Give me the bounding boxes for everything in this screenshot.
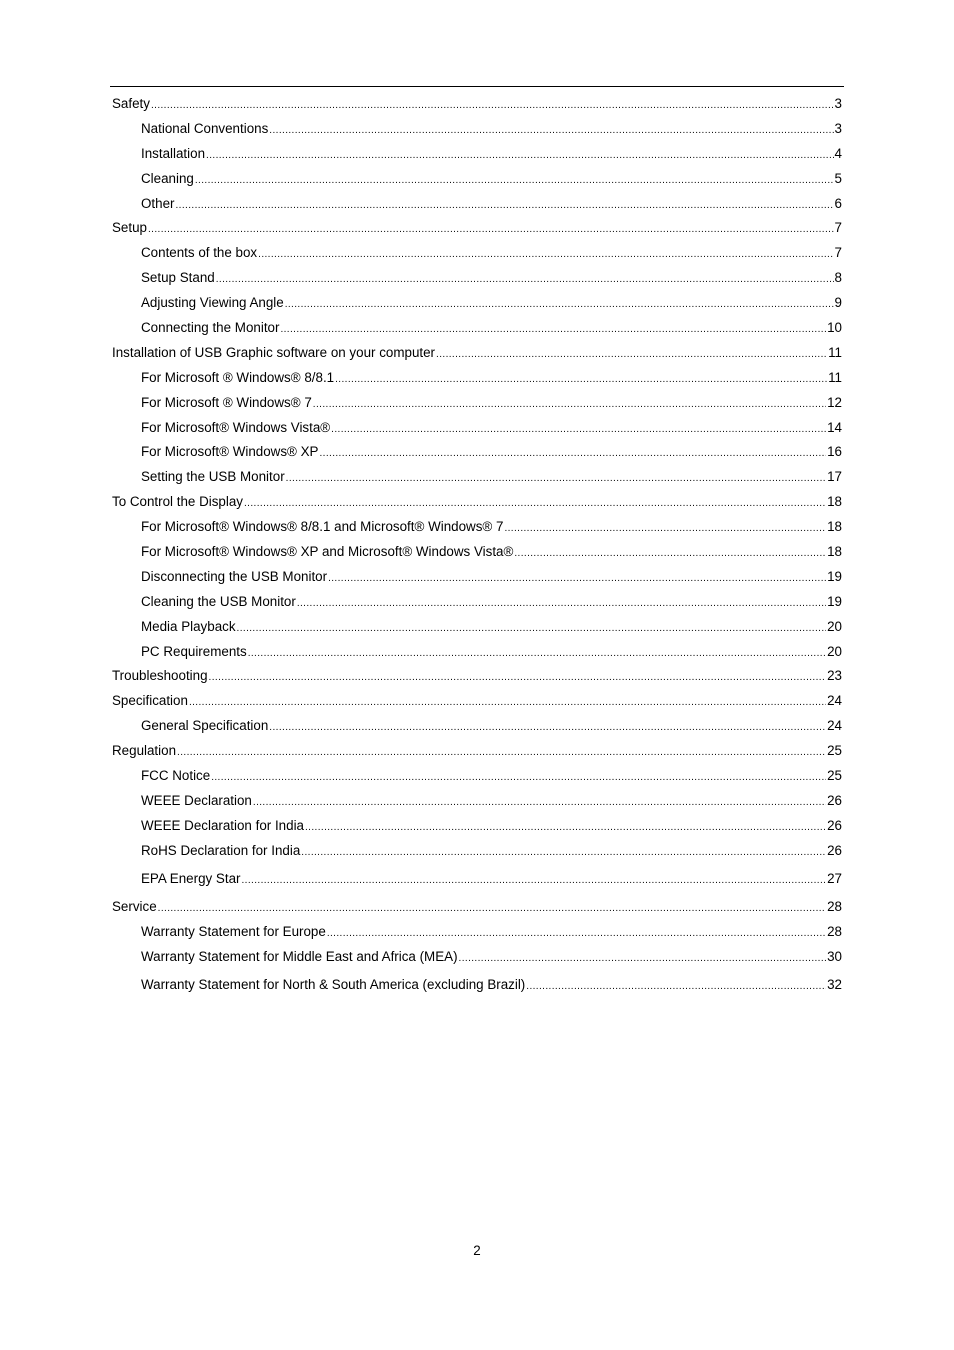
toc-dot-leader xyxy=(328,569,826,589)
toc-entry-page: 20 xyxy=(827,643,842,659)
toc-entry-title: Other xyxy=(141,195,175,211)
toc-dot-leader xyxy=(327,924,826,944)
toc-entry-page: 3 xyxy=(834,120,842,136)
toc-entry-national-conventions[interactable] xyxy=(112,119,842,144)
toc-dot-leader xyxy=(319,444,826,464)
toc-dot-leader xyxy=(244,494,826,514)
toc-entry-windows-8-and-7[interactable] xyxy=(112,517,842,542)
toc-entry-page: 18 xyxy=(827,544,842,560)
toc-entry-title: Setup xyxy=(112,220,147,236)
toc-entry-fcc-notice[interactable] xyxy=(112,766,842,791)
toc-entry-page: 19 xyxy=(827,593,842,609)
top-rule xyxy=(110,86,844,87)
toc-entry-title: Setup Stand xyxy=(141,270,215,286)
toc-entry-title: Connecting the Monitor xyxy=(141,320,280,336)
toc-entry-title: Contents of the box xyxy=(141,245,258,261)
toc-entry-page: 12 xyxy=(827,394,842,410)
toc-entry-title: PC Requirements xyxy=(141,643,247,659)
toc-entry-page: 26 xyxy=(827,817,842,833)
toc-entry-windows-xp-and-vista[interactable] xyxy=(112,542,842,567)
toc-entry-adjusting-viewing-angle[interactable] xyxy=(112,293,842,318)
toc-entry-title: Installation xyxy=(141,145,206,161)
toc-entry-page: 7 xyxy=(834,245,842,261)
toc-dot-leader xyxy=(195,171,834,191)
toc-entry-setup-stand[interactable] xyxy=(112,268,842,293)
toc-dot-leader xyxy=(216,270,834,290)
toc-entry-windows-7[interactable] xyxy=(112,393,842,418)
toc-dot-leader xyxy=(514,544,826,564)
toc-dot-leader xyxy=(177,743,826,763)
toc-entry-page: 17 xyxy=(827,469,842,485)
toc-entry-title: Disconnecting the USB Monitor xyxy=(141,568,328,584)
toc-entry-title: National Conventions xyxy=(141,120,269,136)
toc-entry-title: Setting the USB Monitor xyxy=(141,469,285,485)
toc-dot-leader xyxy=(209,668,827,688)
toc-dot-leader xyxy=(297,594,826,614)
toc-entry-setup[interactable] xyxy=(112,218,842,243)
toc-entry-page: 7 xyxy=(834,220,842,236)
toc-entry-contents-of-the-box[interactable] xyxy=(112,243,842,268)
toc-entry-weee-declaration-for-india[interactable] xyxy=(112,816,842,841)
toc-dot-leader xyxy=(285,295,834,315)
toc-entry-disconnecting-the-usb-monitor[interactable] xyxy=(112,567,842,592)
toc-entry-warranty-americas[interactable] xyxy=(112,975,842,1000)
toc-entry-page: 28 xyxy=(827,898,842,914)
toc-entry-page: 16 xyxy=(827,444,842,460)
toc-entry-installation[interactable] xyxy=(112,144,842,169)
toc-entry-pc-requirements[interactable] xyxy=(112,642,842,667)
toc-dot-leader xyxy=(176,196,834,216)
toc-entry-title: Warranty Statement for Middle East and Africa (MEA) xyxy=(141,948,458,964)
toc-entry-page: 25 xyxy=(827,743,842,759)
toc-dot-leader xyxy=(286,469,826,489)
toc-entry-other[interactable] xyxy=(112,194,842,219)
toc-entry-page: 20 xyxy=(827,618,842,634)
toc-entry-page: 25 xyxy=(827,768,842,784)
toc-entry-title: For Microsoft® Windows® 8/8.1 and Microsoft® Windows® 7 xyxy=(141,519,504,535)
toc-entry-weee-declaration[interactable] xyxy=(112,791,842,816)
toc-entry-title: For Microsoft® Windows® XP xyxy=(141,444,319,460)
toc-entry-page: 26 xyxy=(827,842,842,858)
toc-entry-page: 19 xyxy=(827,568,842,584)
toc-dot-leader xyxy=(151,96,834,116)
toc-entry-page: 23 xyxy=(827,668,842,684)
toc-entry-setting-the-usb-monitor[interactable] xyxy=(112,467,842,492)
toc-entry-page: 3 xyxy=(834,96,842,111)
toc-entry-page: 10 xyxy=(827,320,842,336)
toc-dot-leader xyxy=(148,220,834,240)
toc-entry-title: FCC Notice xyxy=(141,768,211,784)
toc-dot-leader xyxy=(313,395,826,415)
toc-dot-leader xyxy=(242,871,827,891)
toc-dot-leader xyxy=(280,320,826,340)
toc-entry-page: 26 xyxy=(827,792,842,808)
toc-entry-page: 11 xyxy=(828,369,842,385)
toc-dot-leader xyxy=(335,370,827,390)
page-number: 2 xyxy=(473,1243,481,1258)
toc-dot-leader xyxy=(436,345,827,365)
toc-dot-leader xyxy=(248,644,826,664)
toc-entry-title: EPA Energy Star xyxy=(141,870,241,886)
toc-dot-leader xyxy=(504,519,826,539)
toc-entry-page: 9 xyxy=(834,295,842,311)
toc-entry-title: Warranty Statement for Europe xyxy=(141,923,326,939)
toc-entry-title: RoHS Declaration for India xyxy=(141,842,301,858)
toc-dot-leader xyxy=(258,245,833,265)
toc-entry-cleaning-the-usb-monitor[interactable] xyxy=(112,592,842,617)
toc-entry-title: Troubleshooting xyxy=(112,668,208,684)
toc-entry-title: WEEE Declaration for India xyxy=(141,817,304,833)
toc-entry-rohs-declaration-for-india[interactable] xyxy=(112,841,842,869)
toc-entry-warranty-europe[interactable] xyxy=(112,922,842,947)
toc-dot-leader xyxy=(459,949,827,969)
toc-entry-warranty-mea[interactable] xyxy=(112,947,842,975)
toc-dot-leader xyxy=(253,793,826,813)
toc-entry-windows-vista[interactable] xyxy=(112,418,842,443)
toc-entry-title: WEEE Declaration xyxy=(141,792,252,808)
toc-entry-windows-xp[interactable] xyxy=(112,442,842,467)
toc-entry-page: 24 xyxy=(827,693,842,709)
toc-entry-cleaning[interactable] xyxy=(112,169,842,194)
toc-entry-connecting-the-monitor[interactable] xyxy=(112,318,842,343)
toc-entry-title: Service xyxy=(112,898,157,914)
toc-entry-page: 27 xyxy=(827,870,842,886)
toc-dot-leader xyxy=(331,420,826,440)
toc-dot-leader xyxy=(206,146,834,166)
toc-entry-page: 11 xyxy=(828,344,842,360)
toc-entry-title: To Control the Display xyxy=(112,494,243,510)
toc-entry-specification[interactable] xyxy=(112,691,842,716)
toc-entry-title: For Microsoft ® Windows® 8/8.1 xyxy=(141,369,335,385)
toc-entry-title: For Microsoft ® Windows® 7 xyxy=(141,394,312,410)
toc-entry-title: For Microsoft® Windows Vista® xyxy=(141,419,331,435)
toc-entry-title: Adjusting Viewing Angle xyxy=(141,295,284,311)
toc-dot-leader xyxy=(269,718,826,738)
toc-dot-leader xyxy=(158,899,826,919)
toc-entry-page: 14 xyxy=(827,419,842,435)
toc-entry-media-playback[interactable] xyxy=(112,617,842,642)
toc-dot-leader xyxy=(189,693,826,713)
toc-entry-page: 5 xyxy=(834,170,842,186)
toc-entry-title: Specification xyxy=(112,693,188,709)
toc-dot-leader xyxy=(211,768,826,788)
toc-dot-leader xyxy=(269,121,833,141)
toc-entry-title: Cleaning the USB Monitor xyxy=(141,593,296,609)
toc-entry-page: 28 xyxy=(827,923,842,939)
toc-entry-title: Cleaning xyxy=(141,170,194,186)
toc-entry-page: 18 xyxy=(827,494,842,510)
toc-entry-title: Regulation xyxy=(112,743,177,759)
toc-entry-windows-8[interactable] xyxy=(112,368,842,393)
toc-entry-page: 30 xyxy=(827,948,842,964)
toc-entry-general-specification[interactable] xyxy=(112,716,842,741)
toc-entry-page: 6 xyxy=(834,195,842,211)
toc-entry-to-control-the-display[interactable] xyxy=(112,492,842,517)
toc-entry-epa-energy-star[interactable] xyxy=(112,869,842,897)
toc-entry-service[interactable] xyxy=(112,897,842,922)
toc-entry-page: 18 xyxy=(827,519,842,535)
table-of-contents xyxy=(112,94,842,999)
toc-dot-leader xyxy=(305,818,826,838)
toc-dot-leader xyxy=(301,843,826,863)
toc-entry-safety[interactable] xyxy=(112,94,842,119)
toc-entry-title: Installation of USB Graphic software on your computer xyxy=(112,344,436,360)
toc-entry-page: 8 xyxy=(834,270,842,286)
toc-entry-title: Safety xyxy=(112,96,150,111)
toc-entry-page: 4 xyxy=(834,145,842,161)
toc-entry-troubleshooting[interactable] xyxy=(112,666,842,691)
toc-entry-page: 32 xyxy=(827,976,842,992)
toc-entry-page: 24 xyxy=(827,718,842,734)
toc-dot-leader xyxy=(526,977,826,997)
toc-entry-installation-of-usb-graphic-software[interactable] xyxy=(112,343,842,368)
toc-dot-leader xyxy=(237,619,827,639)
toc-entry-title: General Specification xyxy=(141,718,269,734)
toc-entry-title: Media Playback xyxy=(141,618,236,634)
toc-entry-title: For Microsoft® Windows® XP and Microsoft® Windows Vista® xyxy=(141,544,514,560)
toc-entry-regulation[interactable] xyxy=(112,741,842,766)
toc-entry-title: Warranty Statement for North & South America (excluding Brazil) xyxy=(141,976,526,992)
